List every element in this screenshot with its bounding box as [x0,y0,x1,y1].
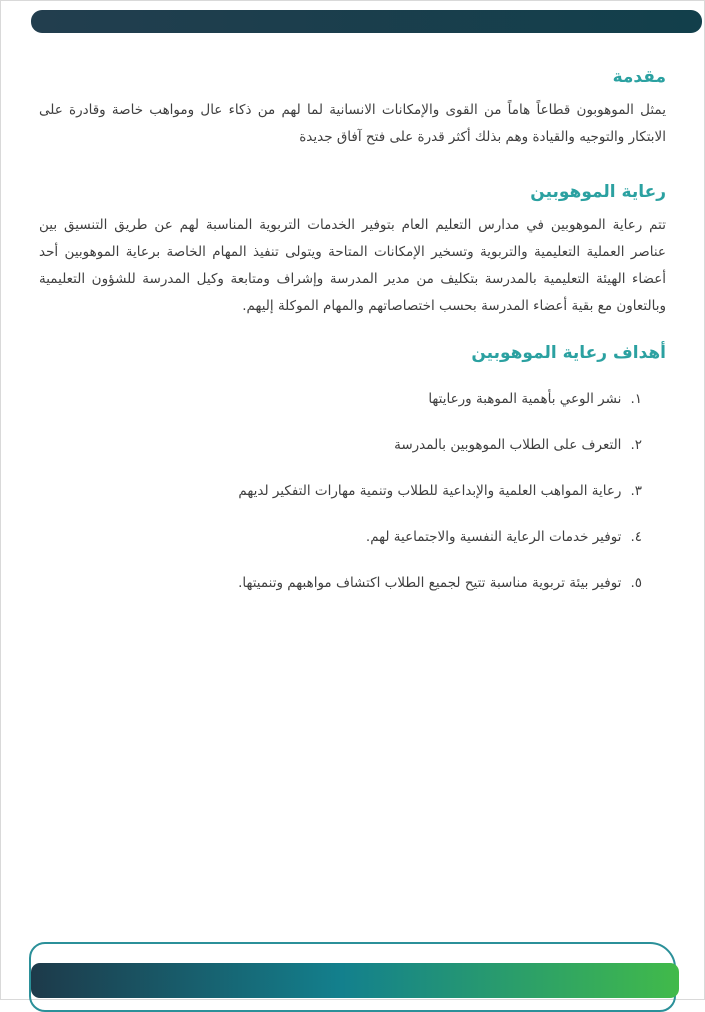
section-heading-intro: مقدمة [612,67,666,87]
footer-gradient-bar [31,963,679,998]
list-item-number: ١. [630,391,642,408]
list-item-text: توفير بيئة تربوية مناسبة تتيح لجميع الطلاب اكتشاف مواهبهم وتنميتها. [238,575,622,592]
intro-paragraph: يمثل الموهوبون قطاعاً هاماً من القوى والإمكانات الانسانية لما لهم من ذكاء عال ومواهب خاصة وقادرة على الابتكار والتوجيه والقيادة وهم بذلك أكثر قدرة على فتح آفاق جديدة [39,101,666,145]
list-item-number: ٥. [630,575,642,592]
list-item-text: رعاية المواهب العلمية والإبداعية للطلاب وتنمية مهارات التفكير لديهم [238,483,622,500]
list-item-text: توفير خدمات الرعاية النفسية والاجتماعية لهم. [365,529,622,546]
list-item [39,574,642,593]
list-item [39,436,642,455]
list-item-number: ٤. [630,529,642,546]
care-paragraph: تتم رعاية الموهوبين في مدارس التعليم العام بتوفير الخدمات التربوية المناسبة لهم عن طريق التنسيق بين عناصر العملية التعليمية والتربوية وتسخير الإمكانات المتاحة ويتولى تنفيذ المهام الخاصة برعاية الموهوبين أحد أعضاء الهيئة التعليمية بالمدرسة بتكليف من مدير المدرسة وإشراف ومتابعة وكيل المدرسة للشؤون التعليمية وبالتعاون مع بقية أعضاء المدرسة بحسب اختصاصاتهم والمهام الموكلة إليهم. [39,216,666,314]
section-heading-goals: أهداف رعاية الموهوبين [471,342,666,363]
section-heading-care: رعاية الموهوبين [530,181,666,202]
document-content [1,33,704,620]
goals-list [39,390,666,593]
list-item-number: ٢. [630,437,642,454]
list-item [39,390,642,409]
list-item [39,482,642,501]
list-item-text: التعرف على الطلاب الموهوبين بالمدرسة [394,437,622,454]
list-item-number: ٣. [630,483,642,500]
list-item [39,528,642,547]
top-banner [31,10,702,33]
list-item-text: نشر الوعي بأهمية الموهبة ورعايتها [428,391,622,408]
